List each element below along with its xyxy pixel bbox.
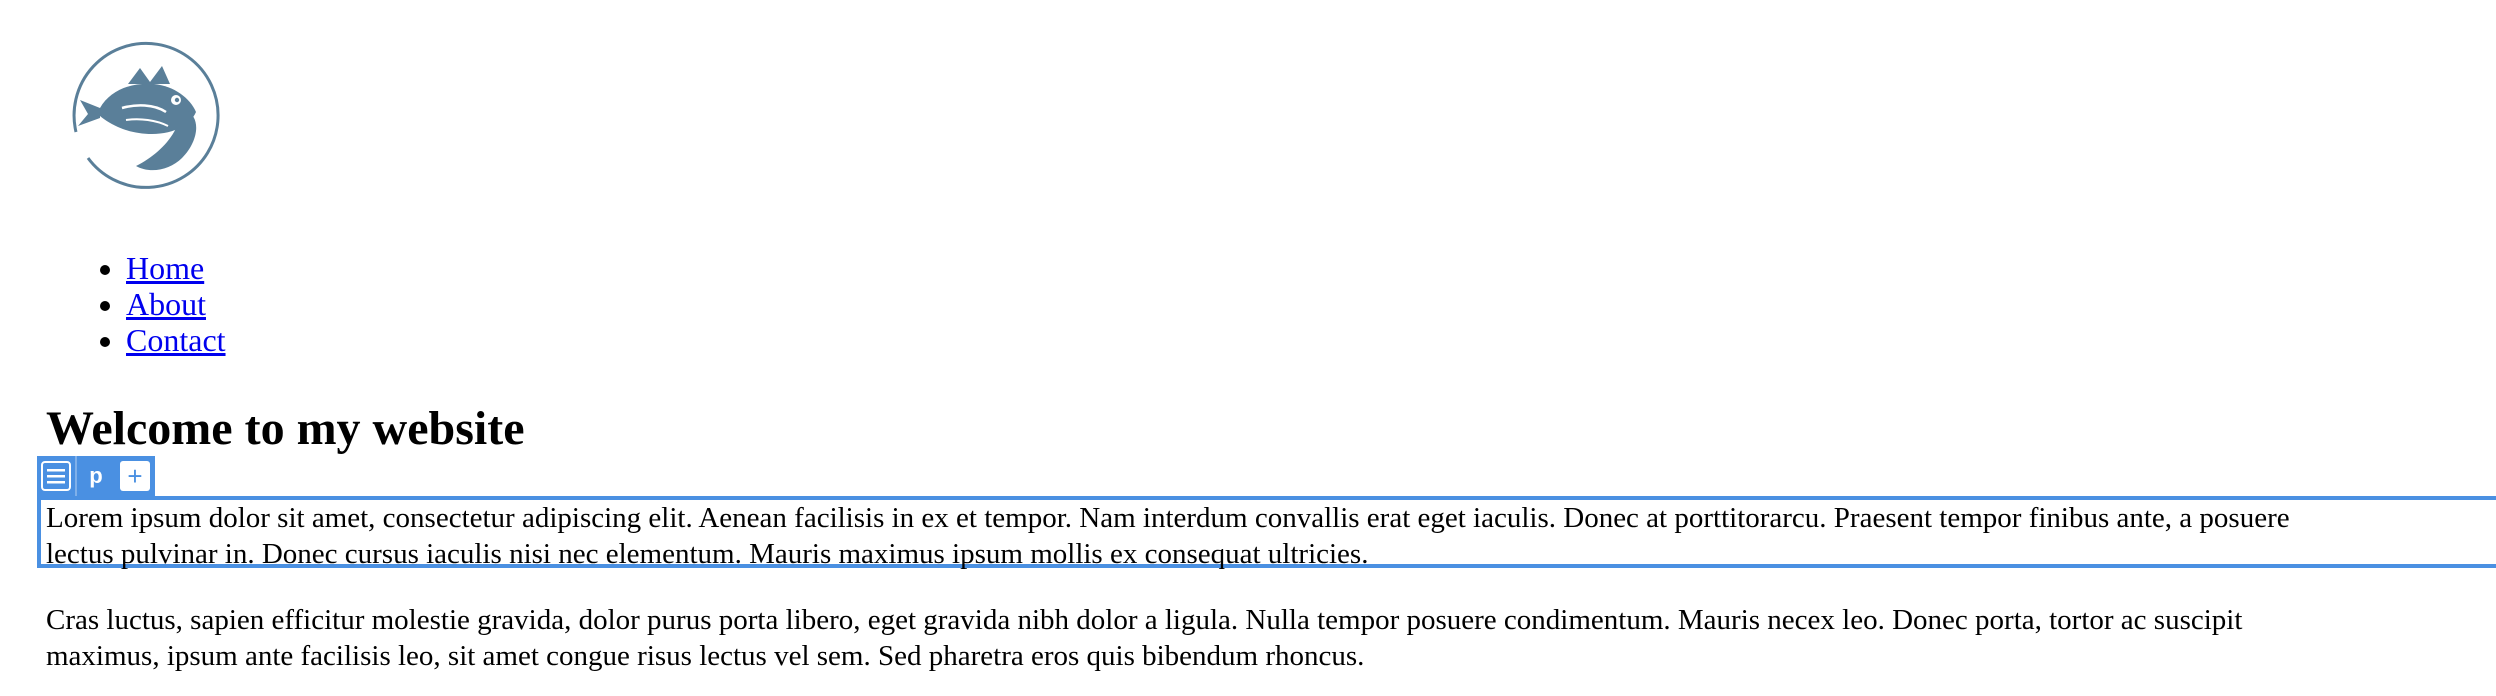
paragraph-2-line-2: maximus, ipsum ante facilisis leo, sit amet congue risus lectus vel sem. Sed pharetra eros quis bibendum rhoncus. — [46, 640, 1365, 672]
plus-icon: + — [120, 461, 150, 491]
paragraph-2-line-1: Cras luctus, sapien efficitur molestie gravida, dolor purus porta libero, eget gravida nibh dolor a ligula. Nulla tempor posuere condimentum. Mauris necex leo. Donec porta, tortor ac suscipit — [46, 604, 2243, 636]
nav-item-about — [126, 286, 226, 322]
add-block-button[interactable] — [115, 456, 155, 496]
nav-menu — [80, 250, 226, 358]
paragraph-1-line-2: lectus pulvinar in. Donec cursus iaculis nisi nec elementum. Mauris maximus ipsum mollis ex consequat ultricies. — [46, 538, 1369, 570]
drag-handle-button[interactable] — [37, 456, 77, 496]
drag-handle-icon — [40, 460, 72, 492]
nav-item-home — [126, 250, 226, 286]
nav-item-contact — [126, 322, 226, 358]
fish-logo-icon[interactable] — [66, 34, 224, 192]
block-toolbar — [37, 456, 155, 496]
block-tag-label[interactable]: p — [89, 463, 103, 488]
nav-link-home[interactable]: Home — [126, 250, 205, 286]
paragraph-1[interactable] — [46, 500, 2496, 572]
paragraph-1-line-1: Lorem ipsum dolor sit amet, consectetur adipiscing elit. Aenean facilisis in ex et tempor. Nam interdum convallis erat eget iaculis. Donec at porttitorarcu. Praesent tempor finibus ante, a posuere — [46, 502, 2290, 534]
nav-link-about[interactable]: About — [126, 286, 206, 322]
paragraph-2[interactable] — [46, 602, 2242, 674]
page-title: Welcome to my website — [46, 402, 525, 455]
nav-link-contact[interactable]: Contact — [126, 322, 226, 358]
